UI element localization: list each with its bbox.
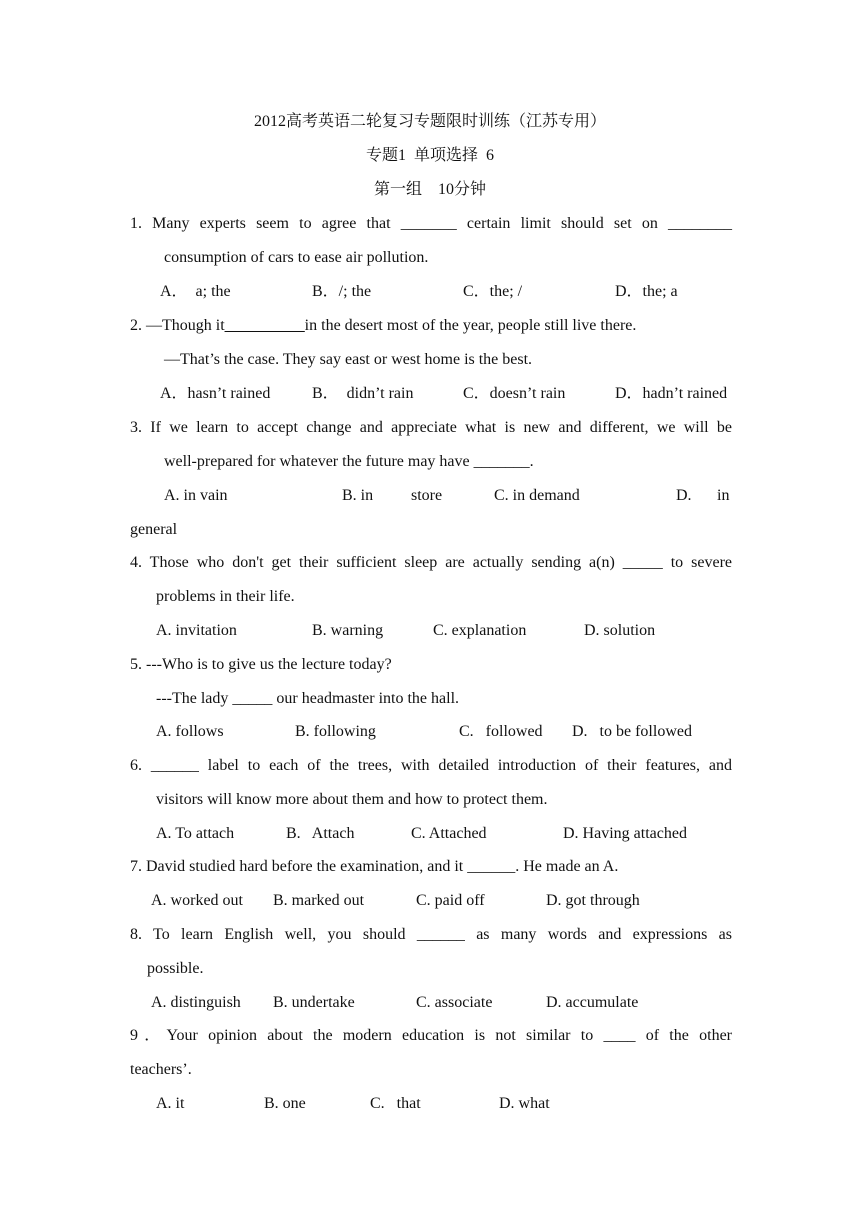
question-7-option-b: B. marked out (273, 892, 365, 909)
question-3-continuation: well-prepared for whatever the future may have _______. (164, 453, 534, 470)
question-5-option-c: C. followed (459, 723, 543, 740)
question-6-option-d: D. Having attached (563, 825, 687, 842)
question-3-option-d-word: in (717, 487, 730, 504)
question-3-option-b: B. in (342, 487, 374, 504)
question-5-stem: 5. ---Who is to give us the lecture today? (130, 656, 392, 673)
question-4-continuation: problems in their life. (156, 588, 295, 605)
question-8-option-b: B. undertake (273, 994, 355, 1011)
question-2-blank: __________ (224, 317, 305, 334)
question-4-option-c: C. explanation (433, 622, 527, 639)
question-9-stem: 9．Your opinion about the modern education is not similar to ____ of the other (130, 1027, 732, 1044)
question-9-option-c: C. that (370, 1095, 421, 1112)
question-1-option-a: A． a; the (160, 283, 231, 300)
question-6-continuation: visitors will know more about them and how to protect them. (156, 791, 548, 808)
question-4-option-d: D. solution (584, 622, 656, 639)
question-7-option-a: A. worked out (151, 892, 243, 909)
question-5-reply: ---The lady _____ our headmaster into the hall. (156, 690, 460, 707)
question-1-option-b: B．/; the (312, 283, 372, 300)
document-title: 2012高考英语二轮复习专题限时训练（江苏专用） (253, 113, 606, 130)
question-3-option-d-wrap: general (130, 521, 178, 538)
question-1-option-d: D．the; a (615, 283, 678, 300)
question-4-option-a: A. invitation (156, 622, 237, 639)
question-3-option-d: D. (676, 487, 692, 504)
question-9-option-a: A. it (156, 1095, 185, 1112)
question-6-option-b: B. Attach (286, 825, 355, 842)
question-4-stem: 4. Those who don't get their sufficient sleep are actually sending a(n) _____ to severe (130, 554, 732, 571)
question-3-option-a: A. in vain (164, 487, 228, 504)
question-3-stem: 3. If we learn to accept change and appreciate what is new and different, we will be (130, 419, 732, 436)
question-2-option-b: B． didn’t rain (312, 385, 414, 402)
question-3-option-b-word: store (411, 487, 443, 504)
question-9-continuation: teachers’. (130, 1061, 192, 1078)
question-8-stem: 8. To learn English well, you should ______ as many words and expressions as (130, 926, 732, 943)
question-5-option-b: B. following (295, 723, 376, 740)
question-7-stem: 7. David studied hard before the examination, and it ______. He made an A. (130, 858, 619, 875)
question-1-option-c: C．the; / (463, 283, 523, 300)
question-9-option-b: B. one (264, 1095, 306, 1112)
question-5-option-a: A. follows (156, 723, 224, 740)
question-2-option-a: A．hasn’t rained (160, 385, 271, 402)
question-2-option-d: D．hadn’t rained (615, 385, 728, 402)
question-2-stem-end: in the desert most of the year, people still live there. (304, 317, 637, 334)
question-6-option-c: C. Attached (411, 825, 487, 842)
question-8-option-d: D. accumulate (546, 994, 639, 1011)
question-5-option-d: D. to be followed (572, 723, 692, 740)
question-3-option-c: C. in demand (494, 487, 580, 504)
question-1-continuation: consumption of cars to ease air pollution. (164, 249, 429, 266)
question-9-option-d: D. what (499, 1095, 550, 1112)
question-2-stem-start: 2. —Though it (130, 317, 225, 334)
question-2-option-c: C．doesn’t rain (463, 385, 566, 402)
document-subtitle: 专题1 单项选择 6 (365, 147, 494, 164)
question-7-option-c: C. paid off (416, 892, 485, 909)
question-4-option-b: B. warning (312, 622, 384, 639)
question-8-option-c: C. associate (416, 994, 493, 1011)
question-6-option-a: A. To attach (156, 825, 235, 842)
question-8-continuation: possible. (147, 960, 204, 977)
question-6-stem: 6. ______ label to each of the trees, with detailed introduction of their features, and (130, 757, 732, 774)
group-heading: 第一组 10分钟 (373, 181, 486, 198)
question-2-reply: —That’s the case. They say east or west home is the best. (164, 351, 533, 368)
question-7-option-d: D. got through (546, 892, 640, 909)
question-2-stem (130, 316, 636, 336)
question-1-stem: 1. Many experts seem to agree that _______ certain limit should set on ________ (130, 215, 732, 232)
question-8-option-a: A. distinguish (151, 994, 241, 1011)
